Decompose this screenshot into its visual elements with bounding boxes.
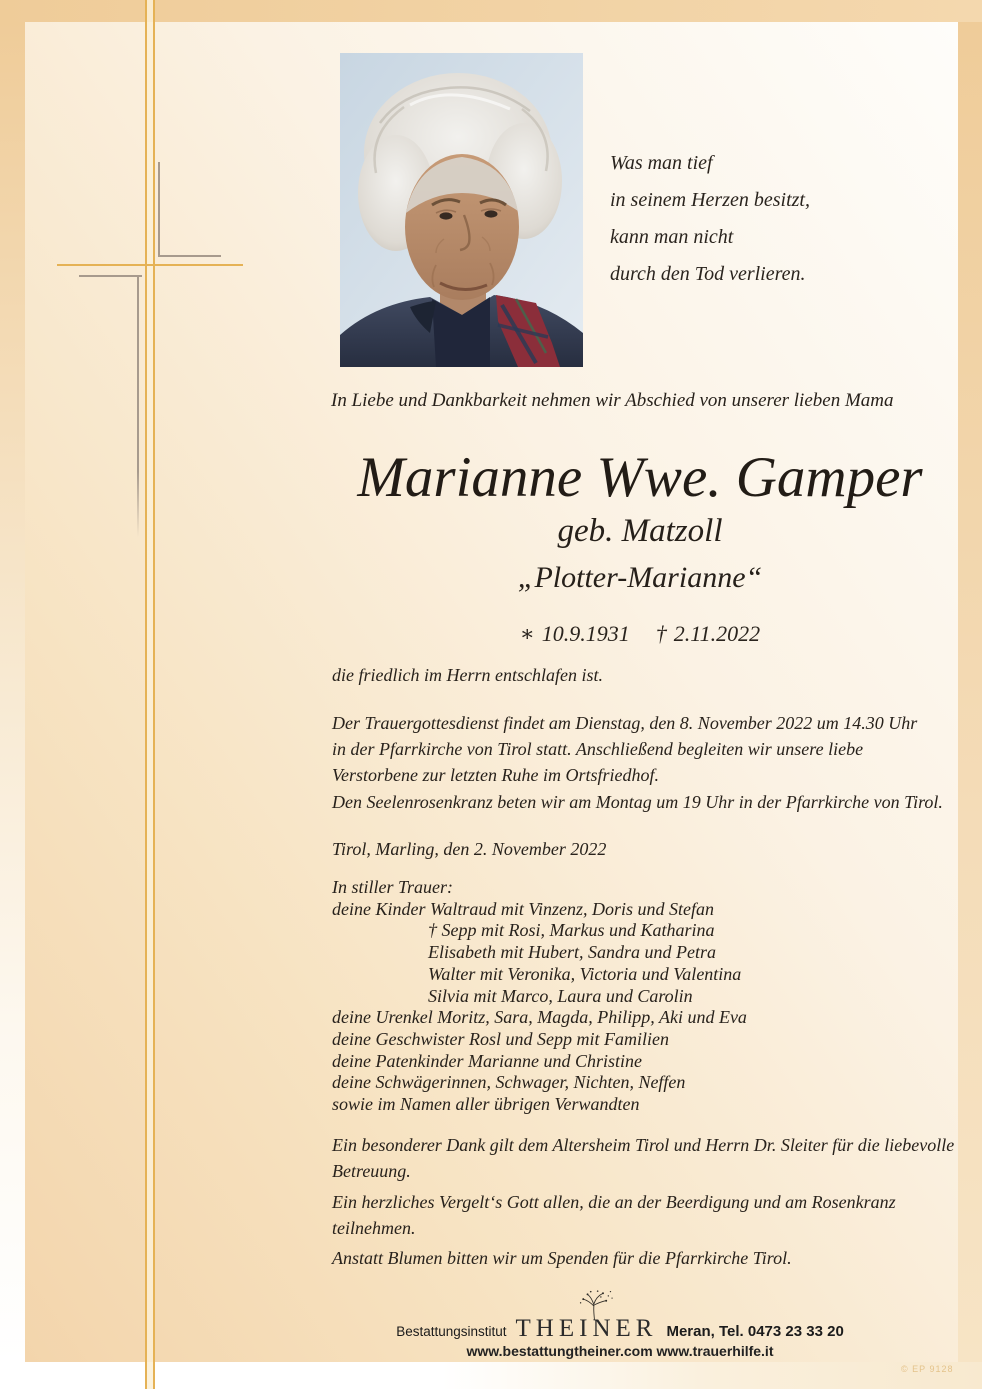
funeral-home-websites: www.bestattungtheiner.com www.trauerhilfe.it [466, 1343, 774, 1359]
paragraph-line: Betreuung. [332, 1161, 411, 1181]
tree-logo-icon [572, 1289, 618, 1321]
memorial-poem [610, 145, 810, 293]
life-dates [320, 621, 960, 647]
mourner-line: deine Urenkel Moritz, Sara, Magda, Philipp, Aki und Eva [332, 1007, 747, 1028]
poem-line: durch den Tod verlieren. [610, 263, 806, 285]
mourner-line: deine Geschwister Rosl und Sepp mit Familien [332, 1028, 669, 1049]
place-and-date-line: Tirol, Marling, den 2. November 2022 [332, 839, 607, 859]
paragraph-vergelt [332, 1189, 972, 1241]
footer-line-1 [320, 1316, 920, 1341]
paragraph-entschlafen: die friedlich im Herrn entschlafen ist. [332, 665, 603, 685]
death-cross-symbol: † [655, 621, 667, 646]
mourner-line: deine Kinder Waltraud mit Vinzenz, Doris und Stefan [332, 898, 714, 919]
deceased-maiden-name: geb. Matzoll [557, 513, 723, 549]
paragraph-line: Ein herzliches Vergelt‘s Gott allen, die an der Beerdigung und am Rosenkranz [332, 1192, 896, 1212]
funeral-home-footer [320, 1316, 920, 1359]
poem-line: in seinem Herzen besitzt, [610, 189, 810, 211]
cross-shadow-horizontal-lower [79, 275, 142, 277]
intro-line: In Liebe und Dankbarkeit nehmen wir Abschied von unserer lieben Mama [331, 390, 894, 411]
cross-gold-vertical-line [145, 0, 155, 1389]
birth-symbol: ∗ [519, 621, 535, 646]
poem-line: Was man tief [610, 152, 713, 174]
funeral-home-logo [516, 1316, 658, 1341]
cross-shadow-vertical-lower [137, 275, 139, 537]
mourner-line: deine Patenkinder Marianne und Christine [332, 1050, 642, 1071]
cross-gold-horizontal-line [57, 264, 243, 266]
paragraph-blumen: Anstatt Blumen bitten wir um Spenden für die Pfarrkirche Tirol. [332, 1248, 792, 1268]
paragraph-line: Ein besonderer Dank gilt dem Altersheim Tirol und Herrn Dr. Sleiter für die liebevolle [332, 1135, 955, 1155]
paragraph-line: Der Trauergottesdienst findet am Dienstag, den 8. November 2022 um 14.30 Uhr [332, 713, 918, 733]
paragraph-trauergottesdienst [332, 710, 972, 788]
portrait-photo-image [340, 53, 583, 367]
cross-shadow-horizontal-upper [158, 255, 221, 257]
mourners-list [332, 877, 972, 1116]
funeral-home-prefix: Bestattungsinstitut [396, 1324, 507, 1339]
deceased-block [320, 448, 960, 647]
mourner-line: † Sepp mit Rosi, Markus und Katharina [428, 920, 715, 941]
deceased-name: Marianne Wwe. Gamper [357, 446, 923, 509]
mourners-heading: In stiller Trauer: [332, 877, 454, 897]
deceased-nickname: „Plotter-Marianne“ [517, 561, 763, 594]
mourner-line: Silvia mit Marco, Laura und Carolin [428, 985, 693, 1006]
mourner-line: Walter mit Veronika, Victoria und Valentina [428, 963, 742, 984]
print-code: © EP 9128 [901, 1364, 954, 1374]
paragraph-line: in der Pfarrkirche von Tirol statt. Anschließend begleiten wir unsere liebe [332, 739, 864, 759]
mourner-line: sowie im Namen aller übrigen Verwandten [332, 1094, 640, 1115]
paragraph-seelenrosenkranz: Den Seelenrosenkranz beten wir am Montag um 19 Uhr in der Pfarrkirche von Tirol. [332, 792, 943, 812]
portrait-photo [340, 53, 583, 367]
paragraph-line: teilnehmen. [332, 1218, 416, 1238]
cross-shadow-vertical-upper [158, 162, 160, 257]
mourner-line: deine Schwägerinnen, Schwager, Nichten, Neffen [332, 1072, 686, 1093]
paragraph-dank [332, 1132, 972, 1184]
funeral-home-contact: Meran, Tel. 0473 23 33 20 [666, 1323, 844, 1340]
frame-band-left [0, 22, 25, 1362]
mourner-line: Elisabeth mit Hubert, Sandra und Petra [428, 942, 716, 963]
funeral-home-name: THEINER [515, 1315, 658, 1342]
paragraph-line: Verstorbene zur letzten Ruhe im Ortsfriedhof. [332, 765, 659, 785]
death-date: 2.11.2022 [673, 621, 761, 646]
poem-line: kann man nicht [610, 226, 734, 248]
birth-date: 10.9.1931 [541, 621, 630, 646]
